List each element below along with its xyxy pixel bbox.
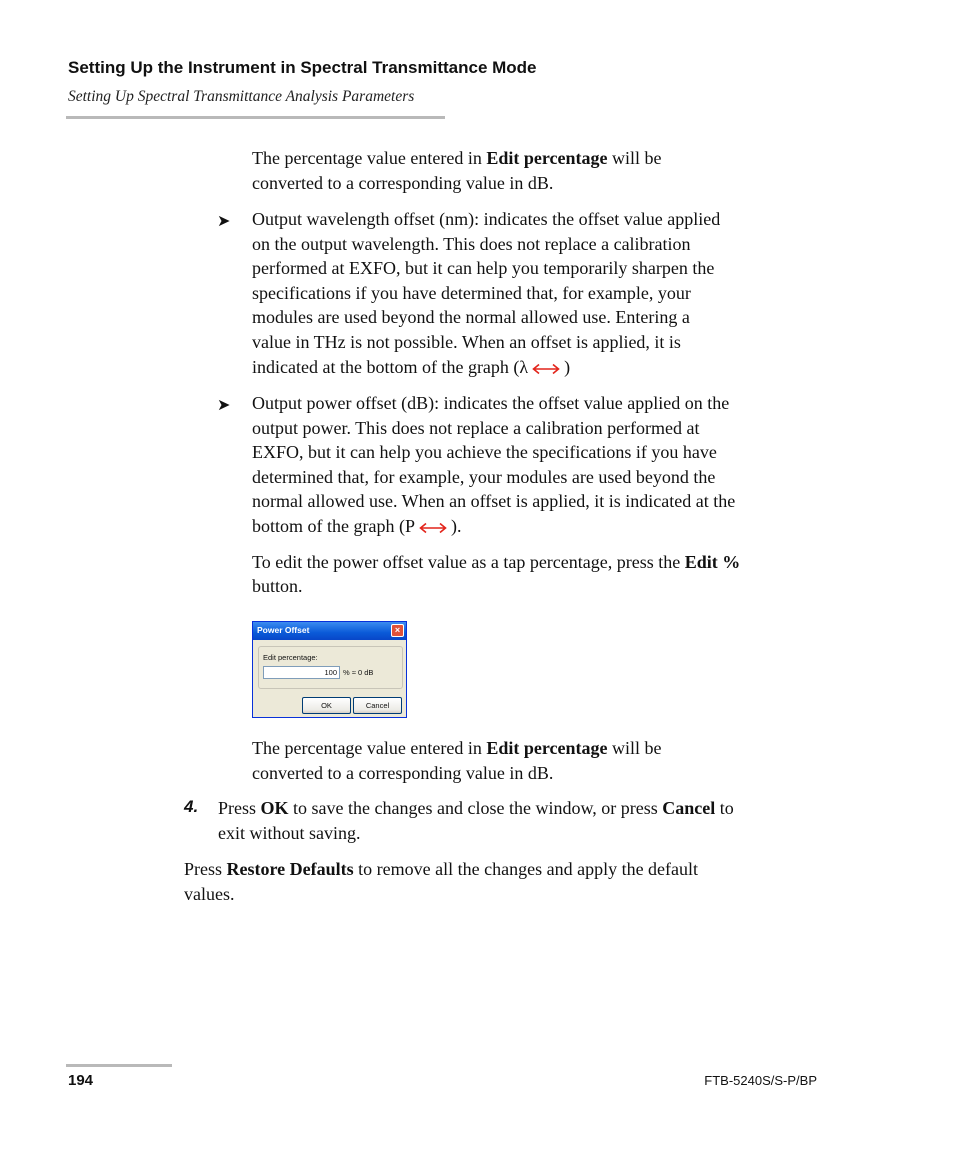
header-rule [66, 116, 445, 119]
bullet-arrow-icon: ➤ [217, 397, 231, 414]
paragraph-edit-percentage-1: The percentage value entered in Edit percentage will be converted to a corresponding value in dB. [252, 148, 662, 193]
edit-percentage-label: Edit percentage: [263, 653, 318, 662]
cancel-button[interactable]: Cancel [353, 697, 402, 714]
db-equivalent-readout: % ≈ 0 dB [343, 668, 374, 677]
document-id: FTB-5240S/S-P/BP [704, 1073, 817, 1088]
double-arrow-icon [531, 363, 561, 375]
running-header-subtitle: Setting Up Spectral Transmittance Analysis Parameters [68, 88, 415, 105]
paragraph-edit-percent-button: To edit the power offset value as a tap percentage, press the Edit % button. [252, 552, 741, 596]
bullet-output-power-offset: Output power offset (dB): indicates the offset value applied on the output power. This does not replace a calibration performed at EXFO, but it can help you achieve the specifications if you have determined that, for example, your modules are used beyond the normal allowed use. When an offset is applied, it is indicated at the bottom of the graph (P ). [252, 393, 736, 536]
step-number: 4. [184, 797, 199, 816]
bullet-output-wavelength-offset: Output wavelength offset (nm): indicates the offset value applied on the output wavelength. This does not replace a calibration performed at EXFO, but it can help you temporarily sharpen the specifications if you have determined that, for example, your modules are used beyond the normal allowed use. Entering a value in THz is not possible. When an offset is applied, it is indicated at the bottom of the graph (λ ) [252, 209, 721, 377]
dialog-titlebar [253, 622, 406, 640]
close-icon[interactable]: × [391, 624, 404, 637]
double-arrow-icon [418, 522, 448, 534]
paragraph-edit-percentage-2: The percentage value entered in Edit percentage will be converted to a corresponding value in dB. [252, 738, 662, 783]
edit-percentage-input[interactable]: 100 [263, 666, 340, 679]
page-number: 194 [68, 1072, 94, 1089]
bullet-arrow-icon: ➤ [217, 213, 231, 230]
dialog-title: Power Offset [257, 625, 310, 635]
footer-rule [66, 1064, 172, 1067]
power-offset-dialog [252, 621, 407, 718]
paragraph-restore-defaults: Press Restore Defaults to remove all the changes and apply the default values. [184, 859, 699, 904]
running-header-title: Setting Up the Instrument in Spectral Transmittance Mode [68, 58, 537, 77]
ok-button[interactable]: OK [302, 697, 351, 714]
step-4-text: Press OK to save the changes and close the window, or press Cancel to exit without saving. [218, 798, 734, 843]
